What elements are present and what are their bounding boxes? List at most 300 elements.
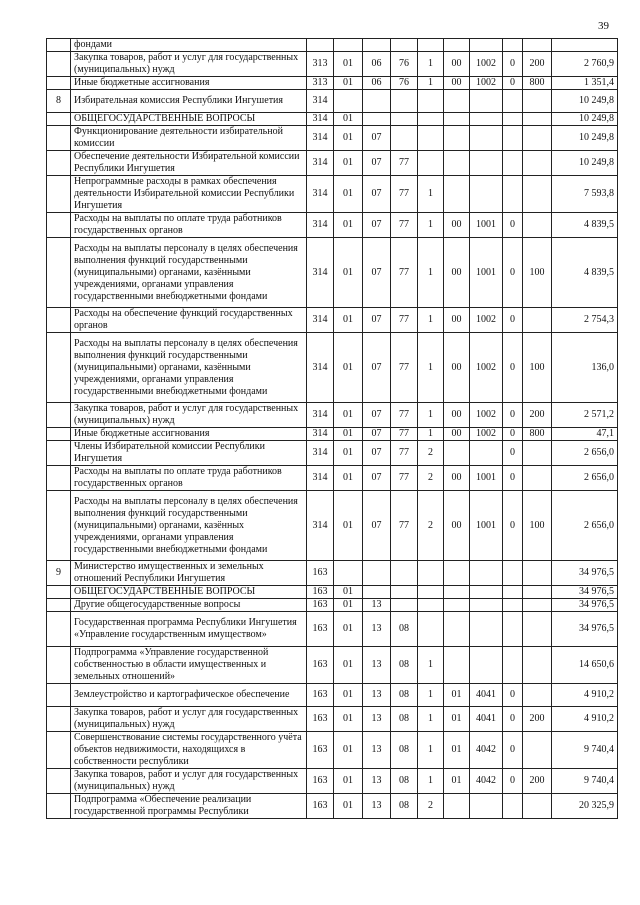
subsection-code: 07 — [363, 151, 391, 176]
row-number — [47, 586, 71, 599]
target-code: 0 — [503, 308, 523, 333]
expense-type-code: 200 — [523, 769, 552, 794]
row-amount: 7 593,8 — [552, 176, 618, 213]
direction-code: 4042 — [470, 769, 503, 794]
direction-code — [470, 113, 503, 126]
table-row — [47, 176, 618, 213]
event-code — [444, 647, 470, 684]
row-amount: 9 740,4 — [552, 732, 618, 769]
program-code — [391, 113, 418, 126]
row-name: фондами — [71, 39, 307, 52]
row-amount: 4 910,2 — [552, 707, 618, 732]
target-code: 0 — [503, 333, 523, 403]
row-name: Другие общегосударственные вопросы — [71, 599, 307, 612]
subprogram-code: 1 — [418, 213, 444, 238]
row-name: Расходы на обеспечение функций государственных органов — [71, 308, 307, 333]
admin-code: 314 — [307, 441, 334, 466]
row-name: Закупка товаров, работ и услуг для государственных (муниципальных) нужд — [71, 403, 307, 428]
expense-type-code — [523, 684, 552, 707]
row-number — [47, 213, 71, 238]
target-code — [503, 126, 523, 151]
row-amount: 2 656,0 — [552, 491, 618, 561]
subprogram-code: 1 — [418, 647, 444, 684]
direction-code: 1002 — [470, 403, 503, 428]
row-name: Иные бюджетные ассигнования — [71, 77, 307, 90]
admin-code: 163 — [307, 586, 334, 599]
row-amount: 2 754,3 — [552, 308, 618, 333]
subprogram-code — [418, 586, 444, 599]
event-code — [444, 126, 470, 151]
subsection-code: 13 — [363, 769, 391, 794]
target-code: 0 — [503, 403, 523, 428]
admin-code: 163 — [307, 599, 334, 612]
expense-type-code — [523, 90, 552, 113]
row-name: Государственная программа Республики Ингушетия «Управление государственным имуществом» — [71, 612, 307, 647]
program-code: 08 — [391, 707, 418, 732]
subsection-code: 07 — [363, 126, 391, 151]
target-code: 0 — [503, 707, 523, 732]
subsection-code: 07 — [363, 176, 391, 213]
expense-type-code — [523, 39, 552, 52]
subprogram-code: 1 — [418, 308, 444, 333]
table-row — [47, 39, 618, 52]
table-row — [47, 238, 618, 308]
direction-code — [470, 586, 503, 599]
event-code — [444, 151, 470, 176]
program-code: 77 — [391, 466, 418, 491]
program-code — [391, 561, 418, 586]
admin-code: 163 — [307, 561, 334, 586]
direction-code: 1001 — [470, 238, 503, 308]
row-number — [47, 491, 71, 561]
subsection-code: 07 — [363, 333, 391, 403]
subprogram-code: 1 — [418, 732, 444, 769]
event-code: 00 — [444, 428, 470, 441]
row-amount: 10 249,8 — [552, 113, 618, 126]
direction-code: 4041 — [470, 684, 503, 707]
subprogram-code — [418, 90, 444, 113]
event-code — [444, 90, 470, 113]
row-amount: 34 976,5 — [552, 599, 618, 612]
row-number — [47, 599, 71, 612]
row-amount: 47,1 — [552, 428, 618, 441]
subprogram-code: 2 — [418, 491, 444, 561]
table-row — [47, 612, 618, 647]
section-code: 01 — [334, 612, 363, 647]
subprogram-code — [418, 599, 444, 612]
table-row — [47, 599, 618, 612]
target-code — [503, 39, 523, 52]
row-amount: 34 976,5 — [552, 586, 618, 599]
section-code: 01 — [334, 428, 363, 441]
row-number — [47, 52, 71, 77]
row-amount: 9 740,4 — [552, 769, 618, 794]
program-code: 08 — [391, 732, 418, 769]
target-code — [503, 113, 523, 126]
direction-code: 1002 — [470, 428, 503, 441]
row-name: Расходы на выплаты персоналу в целях обеспечения выполнения функций государственными (муниципальными) органами, казённых учреждениями, органами управления государственными внебюджетными фондами — [71, 491, 307, 561]
table-row — [47, 769, 618, 794]
table-row — [47, 491, 618, 561]
program-code: 77 — [391, 151, 418, 176]
row-name: Землеустройство и картографическое обеспечение — [71, 684, 307, 707]
direction-code: 1002 — [470, 308, 503, 333]
row-name: Закупка товаров, работ и услуг для государственных (муниципальных) нужд — [71, 707, 307, 732]
section-code — [334, 39, 363, 52]
direction-code — [470, 39, 503, 52]
admin-code: 163 — [307, 647, 334, 684]
table-row — [47, 151, 618, 176]
direction-code — [470, 126, 503, 151]
direction-code: 4041 — [470, 707, 503, 732]
section-code: 01 — [334, 333, 363, 403]
target-code: 0 — [503, 213, 523, 238]
subsection-code: 13 — [363, 612, 391, 647]
expense-type-code: 200 — [523, 52, 552, 77]
admin-code: 314 — [307, 213, 334, 238]
row-name: Министерство имущественных и земельных отношений Республики Ингушетия — [71, 561, 307, 586]
row-amount: 4 910,2 — [552, 684, 618, 707]
program-code — [391, 126, 418, 151]
expense-type-code — [523, 213, 552, 238]
target-code — [503, 151, 523, 176]
subsection-code: 07 — [363, 238, 391, 308]
program-code: 77 — [391, 403, 418, 428]
row-number — [47, 238, 71, 308]
section-code: 01 — [334, 403, 363, 428]
row-name: Избирательная комиссия Республики Ингушетия — [71, 90, 307, 113]
admin-code: 314 — [307, 126, 334, 151]
target-code: 0 — [503, 52, 523, 77]
row-amount: 136,0 — [552, 333, 618, 403]
subsection-code: 13 — [363, 732, 391, 769]
subsection-code — [363, 90, 391, 113]
table-row — [47, 333, 618, 403]
expense-type-code: 100 — [523, 333, 552, 403]
subprogram-code: 1 — [418, 769, 444, 794]
direction-code — [470, 151, 503, 176]
target-code — [503, 647, 523, 684]
expense-type-code — [523, 561, 552, 586]
expense-type-code: 100 — [523, 238, 552, 308]
row-amount: 1 351,4 — [552, 77, 618, 90]
section-code: 01 — [334, 126, 363, 151]
target-code: 0 — [503, 441, 523, 466]
direction-code — [470, 441, 503, 466]
event-code — [444, 561, 470, 586]
admin-code: 313 — [307, 52, 334, 77]
row-number — [47, 403, 71, 428]
table-row — [47, 403, 618, 428]
program-code: 76 — [391, 77, 418, 90]
row-amount — [552, 39, 618, 52]
direction-code: 1001 — [470, 466, 503, 491]
target-code — [503, 561, 523, 586]
program-code: 08 — [391, 647, 418, 684]
admin-code: 163 — [307, 612, 334, 647]
subprogram-code — [418, 151, 444, 176]
event-code — [444, 176, 470, 213]
target-code — [503, 176, 523, 213]
subprogram-code: 2 — [418, 441, 444, 466]
table-row — [47, 213, 618, 238]
event-code — [444, 794, 470, 819]
row-number — [47, 732, 71, 769]
table-row — [47, 126, 618, 151]
subsection-code: 06 — [363, 52, 391, 77]
target-code — [503, 794, 523, 819]
expense-type-code — [523, 586, 552, 599]
direction-code — [470, 794, 503, 819]
target-code: 0 — [503, 77, 523, 90]
subprogram-code — [418, 612, 444, 647]
subsection-code: 07 — [363, 213, 391, 238]
target-code — [503, 612, 523, 647]
section-code: 01 — [334, 599, 363, 612]
program-code: 77 — [391, 441, 418, 466]
row-number — [47, 441, 71, 466]
admin-code: 314 — [307, 491, 334, 561]
event-code: 00 — [444, 403, 470, 428]
row-amount: 2 571,2 — [552, 403, 618, 428]
table-row — [47, 77, 618, 90]
row-amount: 4 839,5 — [552, 213, 618, 238]
event-code: 00 — [444, 308, 470, 333]
section-code: 01 — [334, 769, 363, 794]
program-code: 77 — [391, 176, 418, 213]
section-code: 01 — [334, 586, 363, 599]
row-number — [47, 466, 71, 491]
subprogram-code — [418, 113, 444, 126]
subsection-code: 13 — [363, 707, 391, 732]
row-number — [47, 151, 71, 176]
row-amount: 4 839,5 — [552, 238, 618, 308]
admin-code: 163 — [307, 732, 334, 769]
row-amount: 10 249,8 — [552, 151, 618, 176]
section-code: 01 — [334, 308, 363, 333]
row-number: 9 — [47, 561, 71, 586]
direction-code: 1001 — [470, 491, 503, 561]
program-code: 08 — [391, 612, 418, 647]
target-code — [503, 586, 523, 599]
expense-type-code — [523, 647, 552, 684]
row-number — [47, 647, 71, 684]
row-name: Расходы на выплаты персоналу в целях обеспечения выполнения функций государственными (муниципальными) органами, казёнными учреждениями, органами управления государственными внебюджетными фондами — [71, 333, 307, 403]
row-name: Расходы на выплаты по оплате труда работников государственных органов — [71, 466, 307, 491]
program-code: 08 — [391, 794, 418, 819]
direction-code — [470, 561, 503, 586]
section-code: 01 — [334, 176, 363, 213]
direction-code — [470, 176, 503, 213]
admin-code: 314 — [307, 428, 334, 441]
subprogram-code: 2 — [418, 466, 444, 491]
expense-type-code — [523, 151, 552, 176]
subsection-code: 07 — [363, 428, 391, 441]
row-number — [47, 308, 71, 333]
section-code: 01 — [334, 684, 363, 707]
event-code: 01 — [444, 769, 470, 794]
event-code: 01 — [444, 707, 470, 732]
table-row — [47, 90, 618, 113]
table-row — [47, 586, 618, 599]
expense-type-code — [523, 441, 552, 466]
expense-type-code — [523, 466, 552, 491]
expense-type-code: 800 — [523, 77, 552, 90]
table-row — [47, 441, 618, 466]
row-amount: 34 976,5 — [552, 561, 618, 586]
program-code — [391, 39, 418, 52]
admin-code: 314 — [307, 90, 334, 113]
page-number: 39 — [598, 20, 609, 32]
program-code: 77 — [391, 238, 418, 308]
row-amount: 34 976,5 — [552, 612, 618, 647]
row-name: ОБЩЕГОСУДАРСТВЕННЫЕ ВОПРОСЫ — [71, 586, 307, 599]
row-amount: 10 249,8 — [552, 126, 618, 151]
program-code — [391, 586, 418, 599]
event-code: 00 — [444, 466, 470, 491]
row-amount: 2 760,9 — [552, 52, 618, 77]
admin-code: 314 — [307, 308, 334, 333]
program-code: 08 — [391, 769, 418, 794]
subsection-code: 13 — [363, 684, 391, 707]
section-code: 01 — [334, 77, 363, 90]
admin-code: 314 — [307, 238, 334, 308]
row-number — [47, 176, 71, 213]
subprogram-code — [418, 126, 444, 151]
section-code: 01 — [334, 213, 363, 238]
row-name: Расходы на выплаты по оплате труда работников государственных органов — [71, 213, 307, 238]
direction-code: 1002 — [470, 333, 503, 403]
expense-type-code — [523, 126, 552, 151]
table-row — [47, 684, 618, 707]
event-code — [444, 39, 470, 52]
subprogram-code: 2 — [418, 794, 444, 819]
expense-type-code — [523, 308, 552, 333]
row-name: Обеспечение деятельности Избирательной комиссии Республики Ингушетия — [71, 151, 307, 176]
subsection-code: 13 — [363, 794, 391, 819]
row-amount: 20 325,9 — [552, 794, 618, 819]
section-code: 01 — [334, 647, 363, 684]
row-number — [47, 113, 71, 126]
direction-code — [470, 599, 503, 612]
row-amount: 10 249,8 — [552, 90, 618, 113]
expense-type-code — [523, 176, 552, 213]
subsection-code — [363, 39, 391, 52]
target-code: 0 — [503, 769, 523, 794]
row-name: Подпрограмма «Обеспечение реализации государственной программы Республики — [71, 794, 307, 819]
admin-code: 163 — [307, 684, 334, 707]
row-name: Закупка товаров, работ и услуг для государственных (муниципальных) нужд — [71, 769, 307, 794]
expense-type-code: 200 — [523, 707, 552, 732]
target-code: 0 — [503, 238, 523, 308]
table-row — [47, 647, 618, 684]
target-code: 0 — [503, 491, 523, 561]
row-number — [47, 684, 71, 707]
direction-code — [470, 647, 503, 684]
direction-code — [470, 90, 503, 113]
section-code: 01 — [334, 441, 363, 466]
subprogram-code: 1 — [418, 77, 444, 90]
program-code: 77 — [391, 428, 418, 441]
target-code — [503, 599, 523, 612]
section-code — [334, 90, 363, 113]
row-name: Функционирование деятельности избирательной комиссии — [71, 126, 307, 151]
program-code: 77 — [391, 491, 418, 561]
section-code: 01 — [334, 52, 363, 77]
event-code — [444, 612, 470, 647]
admin-code: 314 — [307, 176, 334, 213]
row-name: Иные бюджетные ассигнования — [71, 428, 307, 441]
subprogram-code: 1 — [418, 403, 444, 428]
direction-code: 4042 — [470, 732, 503, 769]
section-code: 01 — [334, 732, 363, 769]
row-number — [47, 769, 71, 794]
row-name: Закупка товаров, работ и услуг для государственных (муниципальных) нужд — [71, 52, 307, 77]
table-row — [47, 113, 618, 126]
event-code: 01 — [444, 684, 470, 707]
direction-code: 1001 — [470, 213, 503, 238]
expense-type-code — [523, 612, 552, 647]
row-name: Члены Избирательной комиссии Республики Ингушетия — [71, 441, 307, 466]
admin-code: 314 — [307, 333, 334, 403]
subsection-code: 07 — [363, 491, 391, 561]
expense-type-code: 200 — [523, 403, 552, 428]
expense-type-code: 100 — [523, 491, 552, 561]
subprogram-code: 1 — [418, 238, 444, 308]
event-code: 00 — [444, 213, 470, 238]
subsection-code — [363, 586, 391, 599]
row-number — [47, 77, 71, 90]
table-row — [47, 794, 618, 819]
program-code: 08 — [391, 684, 418, 707]
event-code — [444, 113, 470, 126]
event-code — [444, 441, 470, 466]
section-code: 01 — [334, 151, 363, 176]
event-code: 00 — [444, 52, 470, 77]
row-number — [47, 333, 71, 403]
section-code: 01 — [334, 491, 363, 561]
admin-code: 163 — [307, 707, 334, 732]
row-name: Расходы на выплаты персоналу в целях обеспечения выполнения функций государственными (муниципальными) органами, казёнными учреждениями, органами управления государственными внебюджетными фондами — [71, 238, 307, 308]
program-code: 77 — [391, 213, 418, 238]
program-code: 77 — [391, 333, 418, 403]
subprogram-code: 1 — [418, 707, 444, 732]
event-code: 00 — [444, 77, 470, 90]
section-code: 01 — [334, 113, 363, 126]
program-code: 77 — [391, 308, 418, 333]
table-row — [47, 308, 618, 333]
target-code: 0 — [503, 732, 523, 769]
row-number — [47, 707, 71, 732]
subsection-code — [363, 561, 391, 586]
event-code: 00 — [444, 491, 470, 561]
direction-code: 1002 — [470, 52, 503, 77]
row-amount: 2 656,0 — [552, 466, 618, 491]
event-code: 01 — [444, 732, 470, 769]
section-code: 01 — [334, 238, 363, 308]
row-name: Совершенствование системы государственного учёта объектов недвижимости, находящихся в собственности республики — [71, 732, 307, 769]
admin-code: 314 — [307, 403, 334, 428]
admin-code: 163 — [307, 769, 334, 794]
row-number — [47, 612, 71, 647]
subsection-code: 07 — [363, 441, 391, 466]
subsection-code: 13 — [363, 647, 391, 684]
row-number: 8 — [47, 90, 71, 113]
admin-code: 313 — [307, 77, 334, 90]
subsection-code — [363, 113, 391, 126]
expense-type-code — [523, 732, 552, 769]
section-code: 01 — [334, 707, 363, 732]
